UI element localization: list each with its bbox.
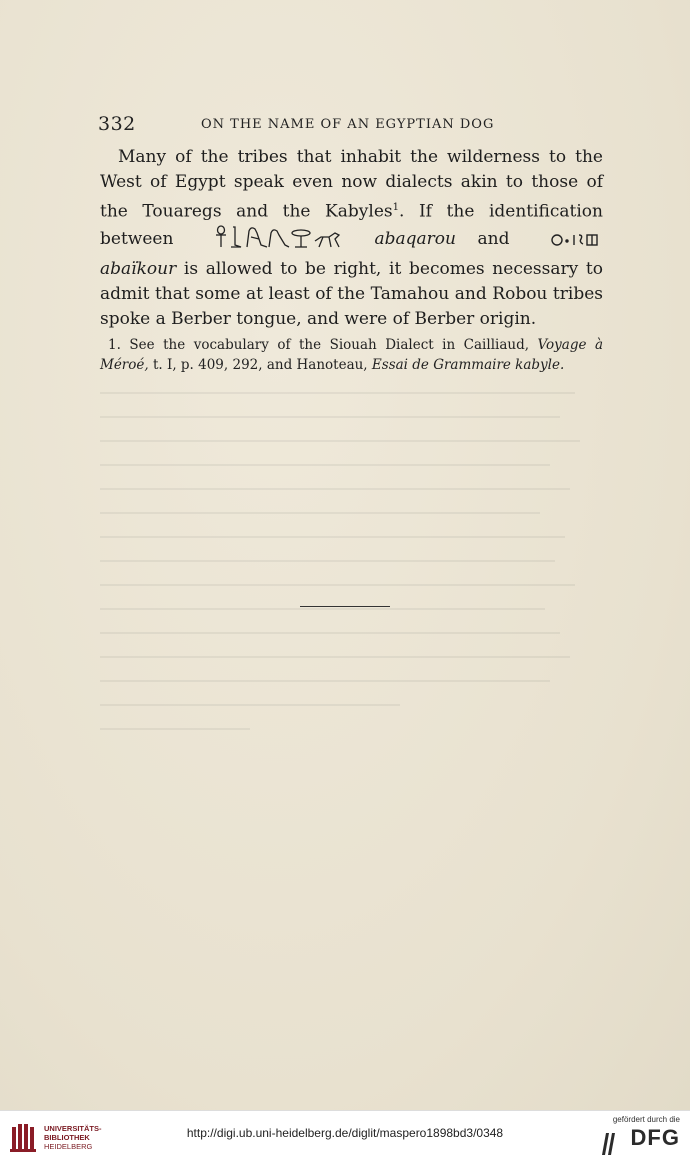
- footnote: [100, 335, 603, 375]
- permalink-url[interactable]: http://digi.ub.uni-heidelberg.de/diglit/maspero1898bd3/0348: [186, 1126, 504, 1140]
- bleed-through-texture: [100, 370, 600, 750]
- paragraph-text-1: Many of the tribes that inhabit the wilderness to the West of Egypt speak even now dialects akin to those of the Touaregs and the Kabyles: [100, 147, 603, 222]
- running-head: ON THE NAME OF AN EGYPTIAN DOG: [201, 117, 495, 132]
- paragraph-text-3: is allowed to be right, it becomes necessary to admit that some at least of the Tamahou and Robou tribes spoke a Berber tongue, and were of Berber origin.: [100, 258, 603, 329]
- footnote-title-a: Voyage à Méroé,: [100, 337, 604, 373]
- page-number: 332: [98, 113, 136, 135]
- dfg-caption: gefördert durch die: [612, 1115, 680, 1124]
- footnote-text-b: t. I, p. 409, 292, and Hanoteau,: [152, 357, 368, 373]
- footer-bar: [0, 1110, 690, 1161]
- body-paragraph: [100, 145, 603, 332]
- library-name-line-3: HEIDELBERG: [44, 1142, 93, 1151]
- footnote-marker: 1.: [108, 337, 121, 353]
- hieroglyphs-abaikour-icon: [533, 229, 601, 257]
- library-name-line-2: BIBLIOTHEK: [44, 1133, 90, 1142]
- section-divider: [300, 606, 390, 607]
- footnote-text-a: See the vocabulary of the Siouah Dialect in Cailliaud,: [129, 337, 530, 353]
- dfg-logo-icon[interactable]: [600, 1115, 680, 1159]
- transliteration-abaikour: abaïkour: [100, 258, 177, 279]
- paragraph-text-2: . If the identification between: [100, 201, 603, 249]
- conjunction-and: and: [477, 228, 510, 249]
- footnote-reference: 1: [392, 202, 399, 213]
- transliteration-abaqarou: abaqarou: [374, 228, 456, 249]
- dfg-wordmark: DFG: [630, 1125, 680, 1150]
- page-header: [98, 113, 608, 135]
- footnote-title-b: Essai de Grammaire kabyle.: [371, 357, 565, 373]
- library-name-line-1: UNIVERSITÄTS-: [44, 1124, 102, 1133]
- hieroglyphs-abaqarou-icon: [197, 225, 351, 257]
